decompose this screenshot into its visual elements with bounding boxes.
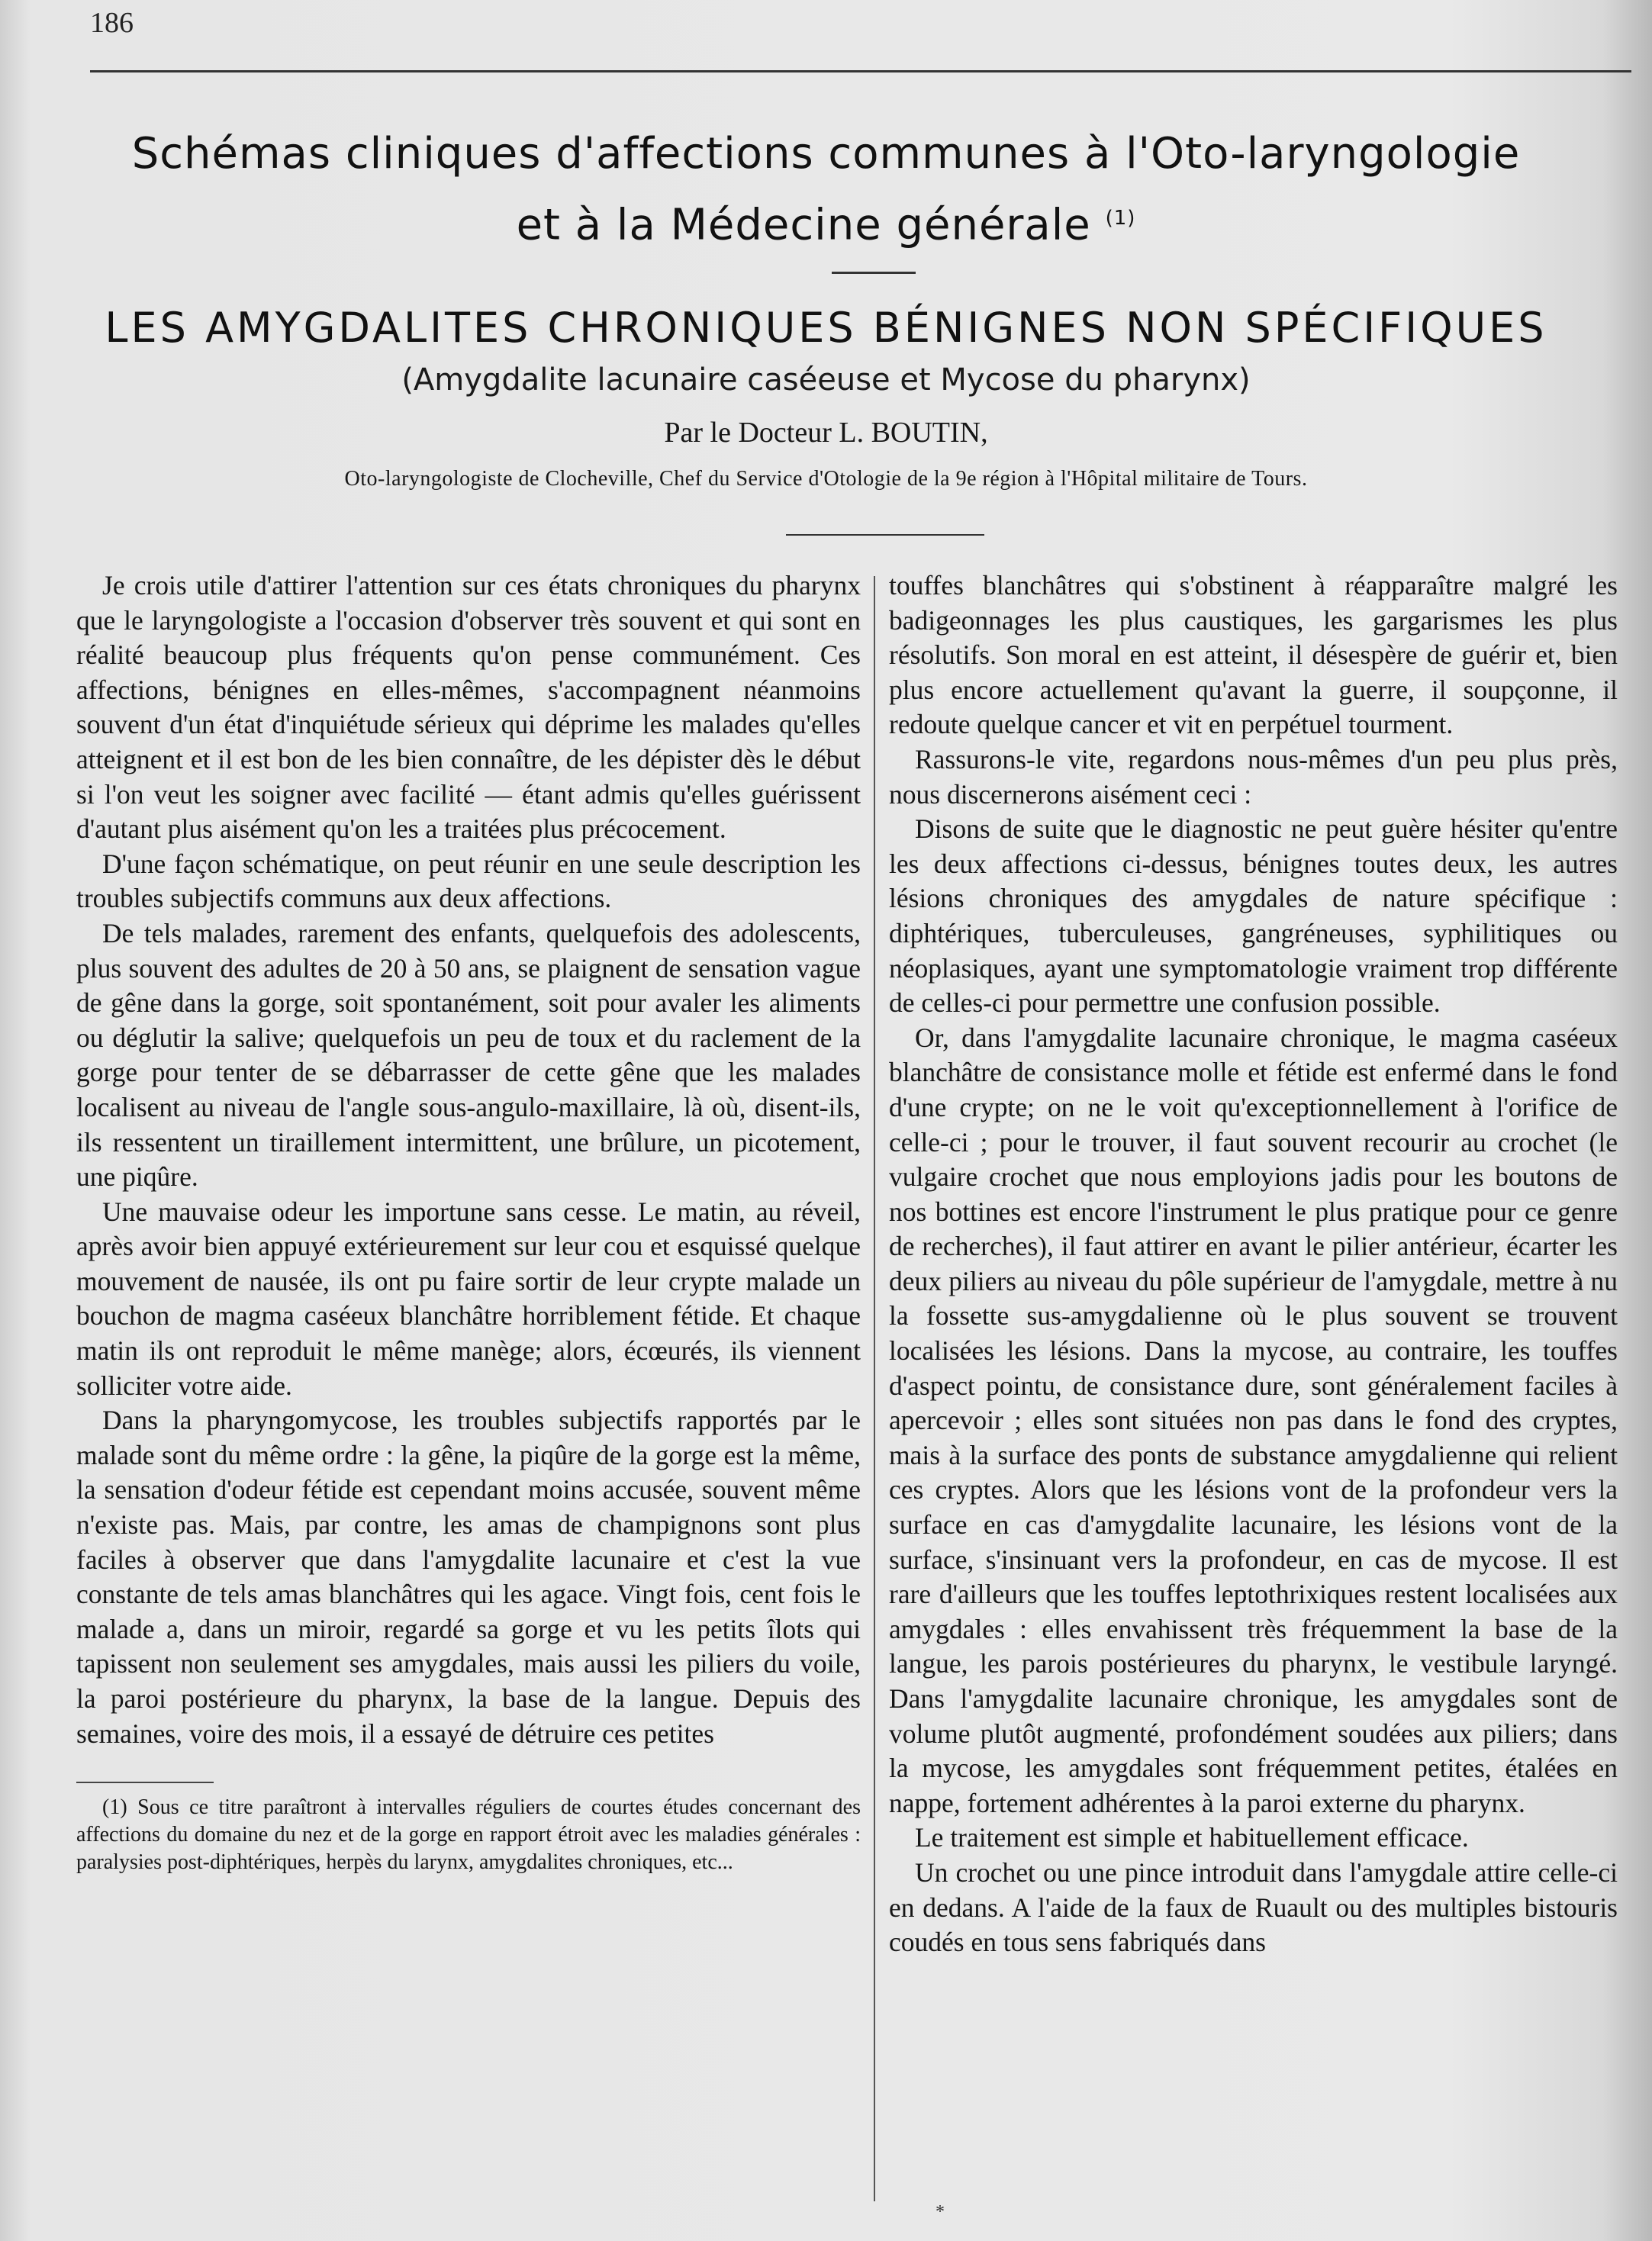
paragraph: Or, dans l'amygdalite lacunaire chronique, le magma caséeux blanchâtre de consistance molle et fétide est enfermé dans le fond d'une crypte; on ne le voit qu'exceptionnellement à l'orifice de celle-ci ; pour le trouver, il faut souvent recourir au crochet (le vulgaire crochet que nous employions jadis pour les boutons de nos bottines est encore l'instrument le plus pratique pour ce genre de recherches), il faut attirer en avant le pilier antérieur, écarter les deux piliers au niveau du pôle supérieur de l'amygdale, mettre à nu la fossette sus-amygdalienne où le plus souvent se trouvent localisées les lésions. Dans la mycose, au contraire, les touffes d'aspect pointu, de consistance dure, sont généralement faciles à apercevoir ; elles sont situées non pas dans le fond des cryptes, mais à la surface des ponts de substance amygdalienne qui relient ces cryptes. Alors que les lésions vont de la profondeur vers la surface en cas d'amygdalite lacunaire, les lésions vont de la surface, s'insinuant vers la profondeur, en cas de mycose. Il est rare d'ailleurs que les touffes leptothrixiques restent localisées aux amygdales : elles envahissent très fréquemment la base de la langue, les parois postérieures du pharynx, le vestibule laryngé. Dans l'amygdalite lacunaire chronique, les amygdales sont de volume plutôt augmenté, profondément soudées aux piliers; dans la mycose, les amygdales sont fréquemment petites, étalées en nappe, fortement adhérentes à la paroi externe du pharynx. bbox=[889, 1022, 1618, 1818]
footnote-text: (1) Sous ce titre paraîtront à intervalles réguliers de courtes études concernant des affections du domaine du nez et de la gorge en rapport étroit avec les maladies générales : paralysies post-diphtériques, herpès du larynx, amygdalites chroniques, etc... bbox=[76, 1795, 861, 1875]
paragraph: Un crochet ou une pince introduit dans l'amygdale attire celle-ci en dedans. A l'aide de la faux de Ruault ou des multiples bistouris coudés en tous sens fabriqués dans bbox=[889, 1856, 1618, 1958]
column-divider bbox=[874, 576, 875, 2201]
title-footnote-marker: (1) bbox=[1105, 207, 1136, 230]
page-number: 186 bbox=[90, 7, 134, 39]
paragraph: touffes blanchâtres qui s'obstinent à réapparaître malgré les badigeonnages les plus caustiques, les gargarismes les plus résolutifs. Son moral en est atteint, il désespère de guérir et, bien plus encore actuellement qu'avant la guerre, il soupçonne, il redoute quelque cancer et vit en perpétuel tourment. bbox=[889, 570, 1618, 740]
title-divider bbox=[832, 272, 916, 274]
title-line-2-text: et à la Médecine générale bbox=[516, 200, 1091, 250]
paragraph: De tels malades, rarement des enfants, quelquefois des adolescents, plus souvent des adultes de 20 à 50 ans, se plaignent de sensation vague de gêne dans la gorge, soit spontanément, soit pour avaler les aliments ou déglutir la salive; quelquefois un peu de toux et du raclement de la gorge pour tenter de se débarrasser de cette gêne que les malades localisent au niveau de l'angle sous-angulo-maxillaire, là où, disent-ils, ils ressentent un tiraillement intermittent, une brûlure, un picotement, une piqûre. bbox=[76, 917, 861, 1193]
header-rule bbox=[90, 70, 1631, 72]
article-subtitle: LES AMYGDALITES CHRONIQUES BÉNIGNES NON SPÉCIFIQUES bbox=[105, 304, 1547, 352]
paragraph: Disons de suite que le diagnostic ne peut guère hésiter qu'entre les deux affections ci-dessus, bénignes toutes deux, les autres lésions chroniques des amygdales de nature spécifique : diphtériques, tuberculeuses, gangréneuses, syphilitiques ou néoplasiques, ayant une symptomatologie vraiment trop différente de celles-ci pour permettre une confusion possible. bbox=[889, 813, 1618, 1019]
article-sub-subtitle: (Amygdalite lacunaire caséeuse et Mycose du pharynx) bbox=[401, 362, 1251, 398]
right-column bbox=[889, 568, 1618, 1960]
paragraph: Je crois utile d'attirer l'attention sur ces états chroniques du pharynx que le laryngologiste a l'occasion d'observer très souvent et qui sont en réalité beaucoup plus fréquents qu'on pense communément. Ces affections, bénignes en elles-mêmes, s'accompagnent néanmoins souvent d'un état d'inquiétude sérieux qui déprime les malades qu'elles atteignent et il est bon de les bien connaître, de les dépister dès le début si l'on veut les soigner avec facilité — étant admis qu'elles guérissent d'autant plus aisément qu'on les a traitées plus précocement. bbox=[76, 570, 861, 845]
author-affiliation: Oto-laryngologiste de Clocheville, Chef du Service d'Otologie de la 9e région à l'Hôpital militaire de Tours. bbox=[344, 467, 1308, 491]
paragraph: Une mauvaise odeur les importune sans cesse. Le matin, au réveil, après avoir bien appuyé extérieurement sur leur cou et esquissé quelque mouvement de nausée, ils ont pu faire sortir de leur crypte malade un bouchon de magma caséeux blanchâtre horriblement fétide. Et chaque matin ils ont reproduit le même manège; alors, écœurés, ils viennent solliciter votre aide. bbox=[76, 1196, 861, 1401]
bottom-mark: * bbox=[935, 2202, 945, 2222]
header-divider bbox=[786, 534, 984, 536]
paragraph: D'une façon schématique, on peut réunir en une seule description les troubles subjectifs communs aux deux affections. bbox=[76, 848, 861, 914]
footnote-rule bbox=[76, 1782, 214, 1783]
paragraph: Le traitement est simple et habituellement efficace. bbox=[915, 1822, 1469, 1853]
article-title bbox=[0, 122, 1652, 258]
paragraph: Rassurons-le vite, regardons nous-mêmes d'un peu plus près, nous discernerons aisément ceci : bbox=[889, 743, 1618, 810]
body-columns bbox=[76, 568, 1618, 2209]
footnote bbox=[76, 1794, 861, 1876]
left-column bbox=[76, 568, 861, 1876]
author-line: Par le Docteur L. BOUTIN, bbox=[664, 417, 988, 449]
paragraph: Dans la pharyngomycose, les troubles subjectifs rapportés par le malade sont du même ordre : la gêne, la piqûre de la gorge est la même, la sensation d'odeur fétide est cependant moins accusée, souvent même n'existe pas. Mais, par contre, les amas de champignons sont plus faciles à observer que dans l'amygdalite lacunaire et c'est la vue constante de tels amas blanchâtres qui les agace. Vingt fois, cent fois le malade a, dans un miroir, regardé sa gorge et vu les petits îlots qui tapissent non seulement ses amygdales, mais aussi les piliers du voile, la paroi postérieure du pharynx, la base de la langue. Depuis des semaines, voire des mois, il a essayé de détruire ces petites bbox=[76, 1405, 861, 1749]
title-line-1: Schémas cliniques d'affections communes à l'Oto-laryngologie bbox=[131, 129, 1521, 179]
title-line-2 bbox=[0, 186, 1652, 258]
